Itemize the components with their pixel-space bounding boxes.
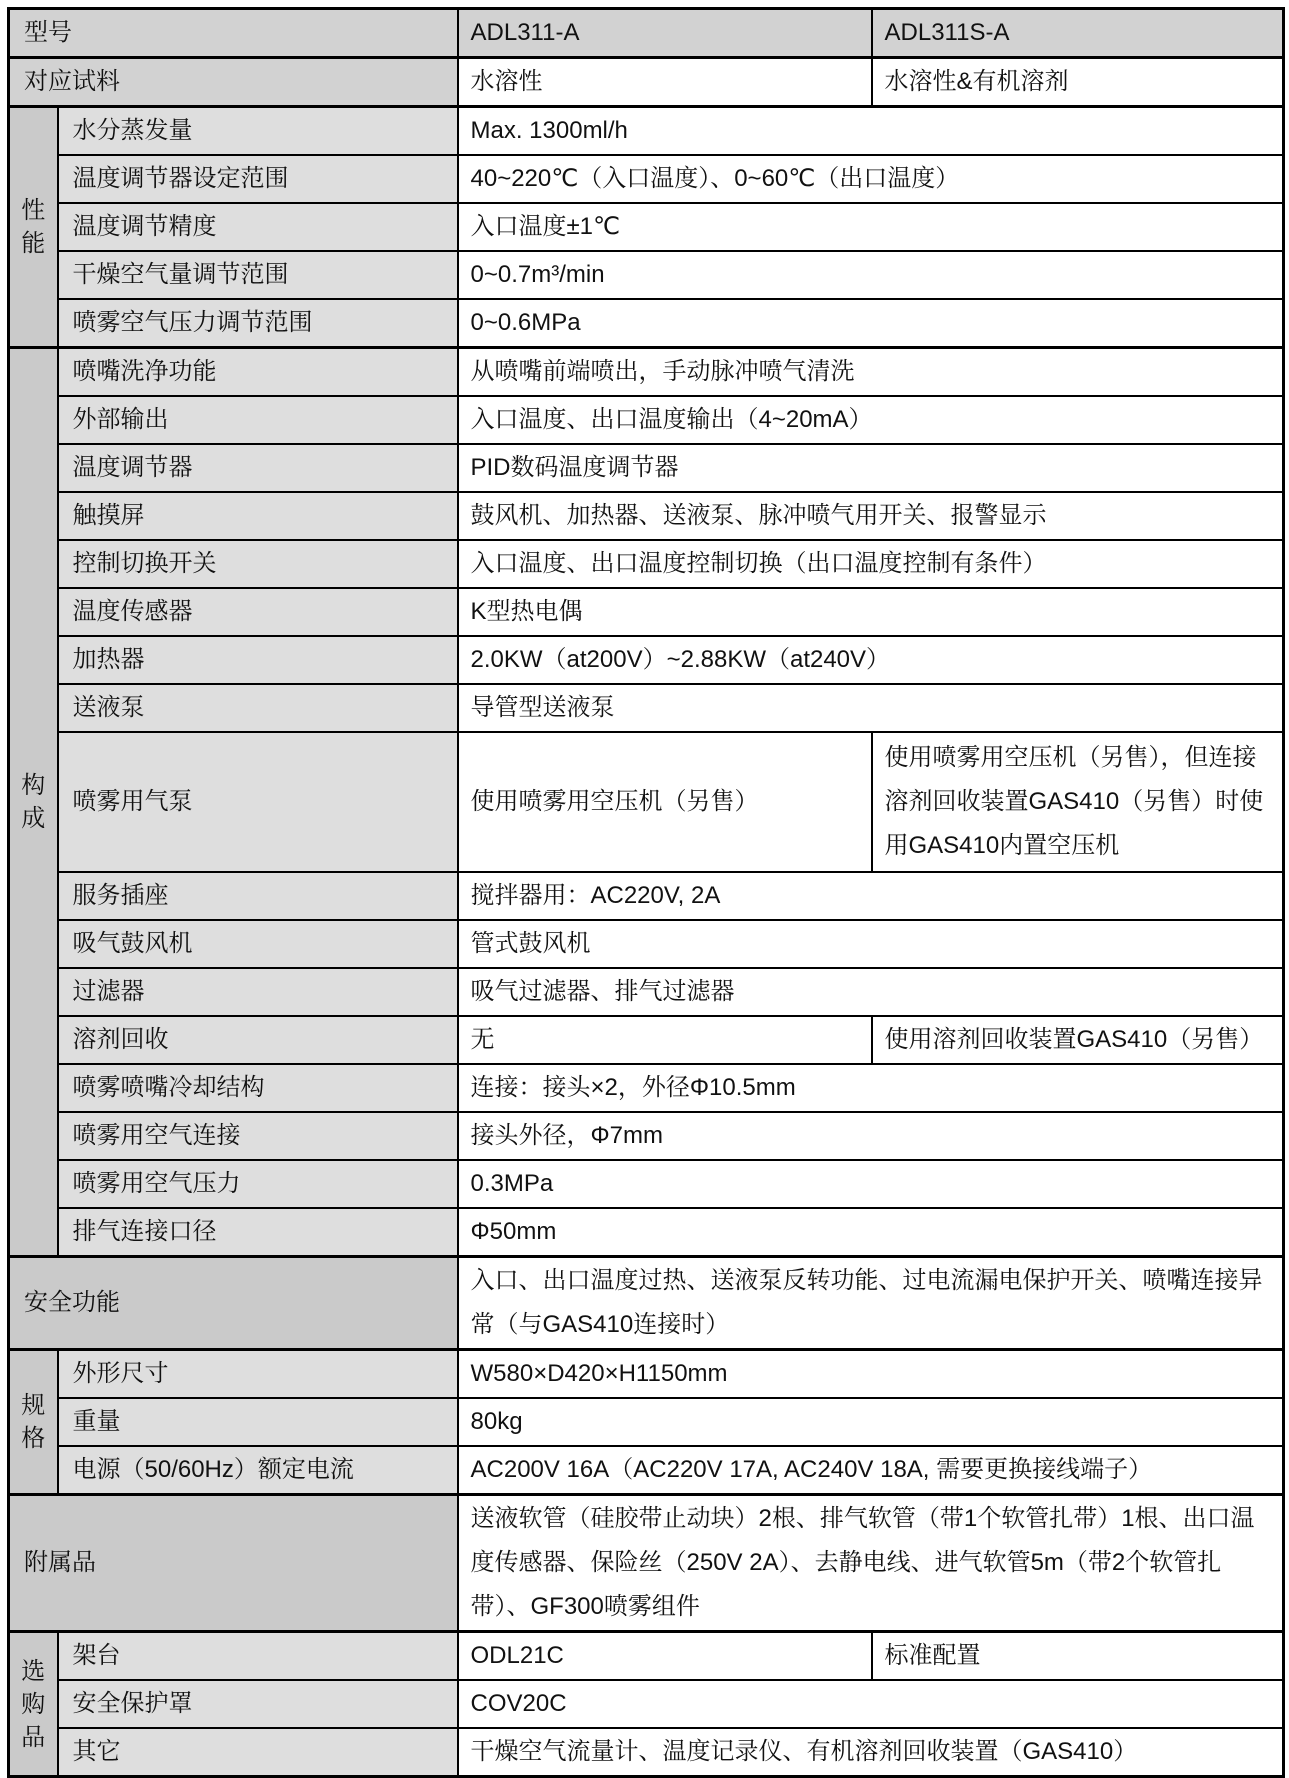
table-row: [9, 872, 1284, 920]
value-cell: 使用溶剂回收装置GAS410（另售）: [872, 1016, 1284, 1064]
value-cell: 送液软管（硅胶带止动块）2根、排气软管（带1个软管扎带）1根、出口温度传感器、保险丝（250V 2A）、去静电线、进气软管5m（带2个软管扎带）、GF300喷雾组件: [458, 1495, 1284, 1632]
row-label-cell: 架台: [58, 1632, 458, 1681]
group-label-cell-text: 选购品: [21, 1657, 46, 1751]
value-cell: 入口、出口温度过热、送液泵反转功能、过电流漏电保护开关、喷嘴连接异常（与GAS410连接时）: [458, 1257, 1284, 1350]
row-label-cell: 吸气鼓风机: [58, 920, 458, 968]
table-row: [9, 588, 1284, 636]
value-cell: AC200V 16A（AC220V 17A, AC240V 18A, 需要更换接线端子）: [458, 1446, 1284, 1495]
value-cell: 80kg: [458, 1398, 1284, 1446]
value-cell: 使用喷雾用空压机（另售），但连接溶剂回收装置GAS410（另售）时使用GAS410内置空压机: [872, 732, 1284, 872]
group-label-cell: [9, 107, 58, 348]
table-row: [9, 732, 1284, 872]
row-label-cell: 附属品: [9, 1495, 458, 1632]
group-label-cell: [9, 1632, 58, 1777]
value-cell: 入口温度±1℃: [458, 203, 1284, 251]
value-cell: 标准配置: [872, 1632, 1284, 1681]
table-row: [9, 1257, 1284, 1350]
table-row: [9, 9, 1284, 58]
row-label-cell: 安全保护罩: [58, 1680, 458, 1728]
row-label-cell: 型号: [9, 9, 458, 58]
row-label-cell: 喷雾空气压力调节范围: [58, 299, 458, 348]
table-row: [9, 1064, 1284, 1112]
row-label-cell: 对应试料: [9, 58, 458, 107]
value-cell: Max. 1300ml/h: [458, 107, 1284, 156]
table-row: [9, 251, 1284, 299]
row-label-cell: 溶剂回收: [58, 1016, 458, 1064]
table-row: [9, 1398, 1284, 1446]
spec-table-wrapper: [7, 7, 1282, 1778]
table-row: [9, 1680, 1284, 1728]
table-row: [9, 1446, 1284, 1495]
table-row: [9, 920, 1284, 968]
value-cell: COV20C: [458, 1680, 1284, 1728]
value-cell: 无: [458, 1016, 872, 1064]
table-row: [9, 1495, 1284, 1632]
table-row: [9, 684, 1284, 732]
table-row: [9, 107, 1284, 156]
table-row: [9, 348, 1284, 397]
table-row: [9, 155, 1284, 203]
row-label-cell: 外部输出: [58, 396, 458, 444]
row-label-cell: 温度调节器: [58, 444, 458, 492]
value-cell: 0~0.7m³/min: [458, 251, 1284, 299]
table-row: [9, 1632, 1284, 1681]
table-row: [9, 299, 1284, 348]
table-row: [9, 203, 1284, 251]
value-cell: 0.3MPa: [458, 1160, 1284, 1208]
table-row: [9, 968, 1284, 1016]
table-row: [9, 636, 1284, 684]
value-cell: 导管型送液泵: [458, 684, 1284, 732]
row-label-cell: 喷雾用气泵: [58, 732, 458, 872]
value-cell: ODL21C: [458, 1632, 872, 1681]
value-cell: K型热电偶: [458, 588, 1284, 636]
value-cell: 水溶性&有机溶剂: [872, 58, 1284, 107]
table-row: [9, 540, 1284, 588]
row-label-cell: 触摸屏: [58, 492, 458, 540]
row-label-cell: 温度调节精度: [58, 203, 458, 251]
row-label-cell: 控制切换开关: [58, 540, 458, 588]
row-label-cell: 喷雾用空气连接: [58, 1112, 458, 1160]
value-cell: 连接：接头×2，外径Φ10.5mm: [458, 1064, 1284, 1112]
value-cell: 管式鼓风机: [458, 920, 1284, 968]
value-cell: 2.0KW（at200V）~2.88KW（at240V）: [458, 636, 1284, 684]
value-cell: PID数码温度调节器: [458, 444, 1284, 492]
group-label-cell-text: 规格: [21, 1392, 46, 1452]
table-row: [9, 1728, 1284, 1777]
row-label-cell: 排气连接口径: [58, 1208, 458, 1257]
row-label-cell: 过滤器: [58, 968, 458, 1016]
row-label-cell: 喷嘴洗净功能: [58, 348, 458, 397]
table-row: [9, 1208, 1284, 1257]
row-label-cell: 干燥空气量调节范围: [58, 251, 458, 299]
value-cell: Φ50mm: [458, 1208, 1284, 1257]
row-label-cell: 水分蒸发量: [58, 107, 458, 156]
table-row: [9, 396, 1284, 444]
value-cell: 水溶性: [458, 58, 872, 107]
table-row: [9, 1016, 1284, 1064]
table-row: [9, 1350, 1284, 1399]
value-cell: 从喷嘴前端喷出，手动脉冲喷气清洗: [458, 348, 1284, 397]
value-cell: 使用喷雾用空压机（另售）: [458, 732, 872, 872]
group-label-cell-text: 性能: [21, 197, 46, 257]
table-row: [9, 444, 1284, 492]
table-row: [9, 1112, 1284, 1160]
row-label-cell: 服务插座: [58, 872, 458, 920]
row-label-cell: 温度传感器: [58, 588, 458, 636]
value-cell: 搅拌器用：AC220V, 2A: [458, 872, 1284, 920]
row-label-cell: 喷雾用空气压力: [58, 1160, 458, 1208]
row-label-cell: 外形尺寸: [58, 1350, 458, 1399]
row-label-cell: 其它: [58, 1728, 458, 1777]
value-cell: 接头外径，Φ7mm: [458, 1112, 1284, 1160]
row-label-cell: 加热器: [58, 636, 458, 684]
value-cell: 入口温度、出口温度输出（4~20mA）: [458, 396, 1284, 444]
value-cell: 吸气过滤器、排气过滤器: [458, 968, 1284, 1016]
value-cell: 0~0.6MPa: [458, 299, 1284, 348]
value-cell: 干燥空气流量计、温度记录仪、有机溶剂回收装置（GAS410）: [458, 1728, 1284, 1777]
value-cell: 40~220℃（入口温度）、0~60℃（出口温度）: [458, 155, 1284, 203]
spec-table-body: [9, 9, 1284, 1777]
table-row: [9, 1160, 1284, 1208]
value-cell: 鼓风机、加热器、送液泵、脉冲喷气用开关、报警显示: [458, 492, 1284, 540]
table-row: [9, 58, 1284, 107]
group-label-cell: [9, 348, 58, 1257]
row-label-cell: 喷雾喷嘴冷却结构: [58, 1064, 458, 1112]
row-label-cell: 送液泵: [58, 684, 458, 732]
spec-table: [7, 7, 1285, 1778]
group-label-cell-text: 构成: [21, 772, 46, 832]
table-row: [9, 492, 1284, 540]
value-cell: 入口温度、出口温度控制切换（出口温度控制有条件）: [458, 540, 1284, 588]
row-label-cell: 安全功能: [9, 1257, 458, 1350]
value-cell: W580×D420×H1150mm: [458, 1350, 1284, 1399]
model-name-cell: ADL311-A: [458, 9, 872, 58]
row-label-cell: 电源（50/60Hz）额定电流: [58, 1446, 458, 1495]
group-label-cell: [9, 1350, 58, 1495]
row-label-cell: 温度调节器设定范围: [58, 155, 458, 203]
model-name-cell: ADL311S-A: [872, 9, 1284, 58]
row-label-cell: 重量: [58, 1398, 458, 1446]
